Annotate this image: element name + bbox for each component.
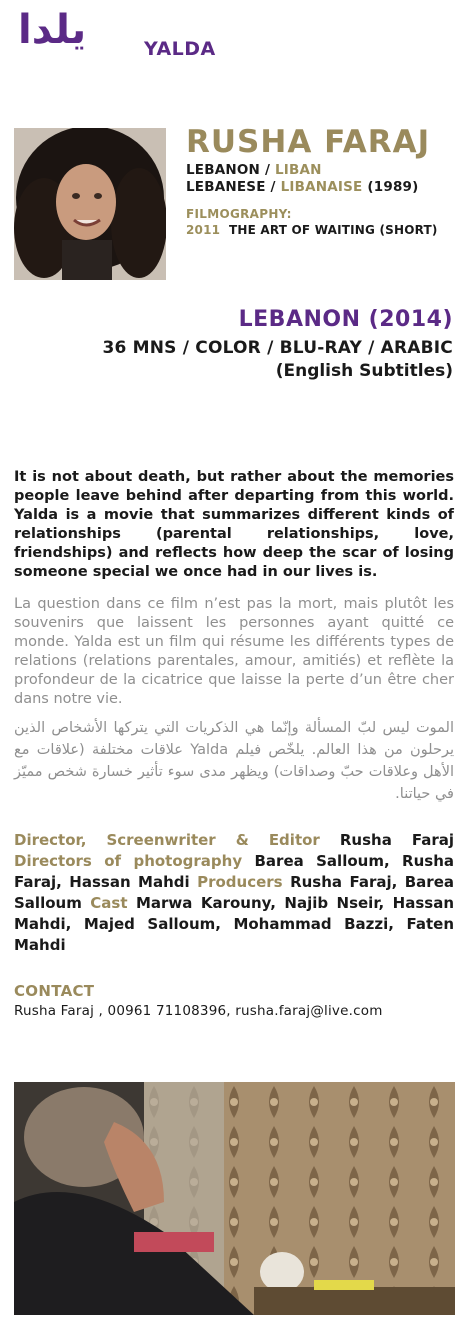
director-country: LEBANON / LIBAN (186, 162, 322, 178)
credit-names: Rusha Faraj (339, 831, 454, 849)
credit-role: Producers (197, 873, 283, 891)
director-name: RUSHA FARAJ (186, 124, 431, 160)
credit-role: Director, Screenwriter & Editor (14, 831, 320, 849)
synopsis-arabic: الموت ليس لبّ المسألة وإنّما هي الذكريات التي يتركها الأشخاص الذين يرحلون من هذا العالم. يلخّص فيلم Yalda علاقات مختلفة (علاقات مع الأهل وعلاقات حبّ وصداقات) ويظهر مدى سوء تأثير خسارة شخص مميّز في حياتنا. (14, 720, 454, 802)
credit-names: Marwa Karouny, Najib Nseir, Hassan Mahdi, Majed Salloum, Mohammad Bazzi, Faten Mahdi (14, 894, 454, 954)
director-nationality: LEBANESE / LIBANAISE (1989) (186, 179, 419, 195)
synopsis-english: It is not about death, but rather about the memories people leave behind after departing from this world. Yalda is a movie that summarizes different kinds of relationships (parental relationships, love, friendships) and reflects how deep the scar of losing someone special we once had in our lives is. (14, 469, 454, 580)
filmography-label: FILMOGRAPHY: (186, 207, 292, 221)
credit-names: Barea Salloum, Rusha Faraj, Hassan Mahdi (14, 852, 454, 891)
credit-names: Rusha Faraj, Barea Salloum (14, 873, 454, 912)
director-portrait (14, 128, 166, 280)
credit-role: Directors of photography (14, 852, 243, 870)
film-title-arabic: يلدا (18, 7, 87, 53)
credits (14, 830, 454, 956)
film-still (14, 1082, 455, 1315)
contact-label: CONTACT (14, 982, 95, 1000)
film-title: YALDA (144, 38, 216, 60)
contact-details: Rusha Faraj , 00961 71108396, rusha.faraj@live.com (14, 1003, 383, 1019)
film-tech-specs: 36 MNS / COLOR / BLU-RAY / ARABIC (102, 338, 453, 358)
film-country-year: LEBANON (2014) (238, 307, 453, 332)
filmography-item: 2011 THE ART OF WAITING (SHORT) (186, 223, 438, 237)
synopsis-french: La question dans ce film n’est pas la mort, mais plutôt les souvenirs que laissent les personnes ayant quitté ce monde. Yalda est un film qui résume les différents types de relations (relations parentales, amour, amitiés) et reflète la profondeur de la cicatrice que laisse la perte d’un être cher dans notre vie. (14, 596, 454, 707)
credit-role: Cast (90, 894, 128, 912)
film-subtitles: (English Subtitles) (275, 361, 453, 381)
